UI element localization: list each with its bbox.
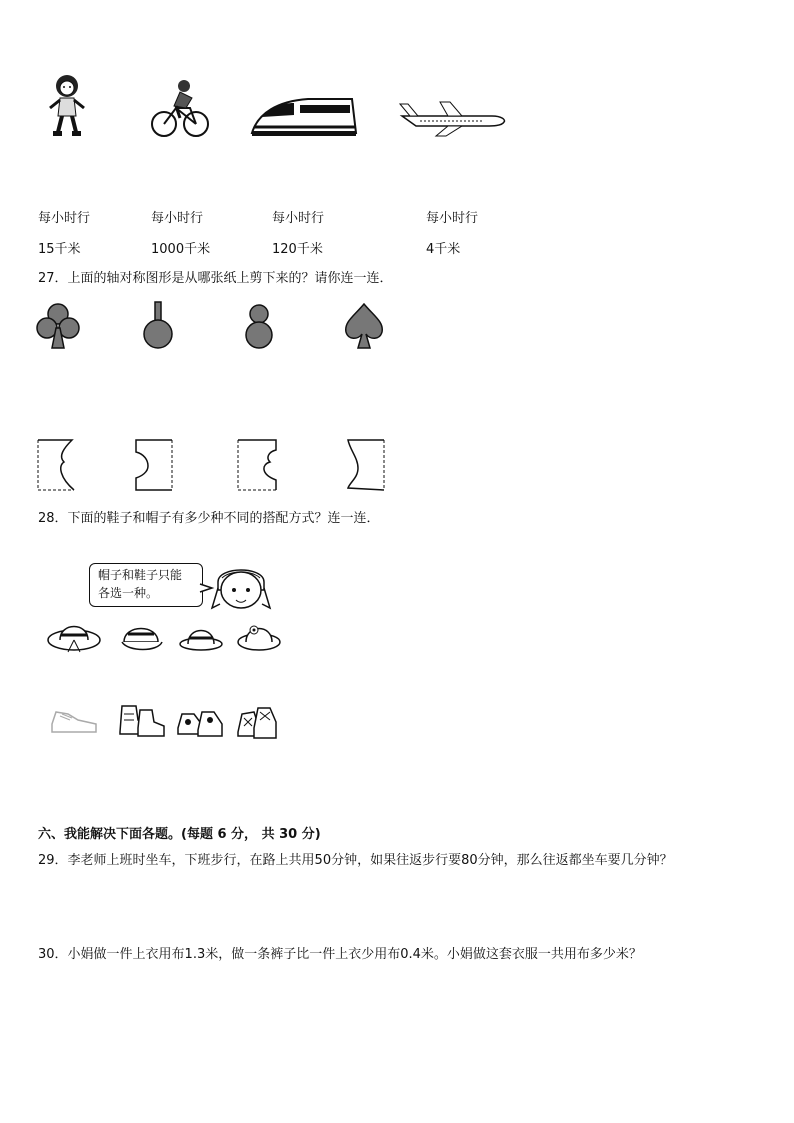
train-icon [248,95,360,139]
q29-text: 29．李老师上班时坐车，下班步行，在路上共用50分钟，如果往返步行要80分钟，那么往返都坐车要几分钟？ [38,853,673,868]
speed-label-3: 每小时行 [272,211,325,226]
laced-shoes-icon [236,704,280,740]
girl-face-icon [210,560,272,616]
half-calabash-paper-icon [236,438,280,492]
q27-prompt: 27．上面的轴对称图形是从哪张纸上剪下来的？请你连一连． [38,271,393,286]
fedora-icon [178,624,224,652]
speech-line-1: 帽子和鞋子只能 [98,568,183,582]
speed-value-2: 1000千米 [151,242,211,257]
spade-icon [342,302,386,350]
speed-label-1: 每小时行 [38,211,91,226]
speed-label-4: 每小时行 [426,211,479,226]
speech-line-2: 各选一种。 [98,586,159,600]
sun-hat-icon [46,618,102,654]
speed-label-2: 每小时行 [151,211,204,226]
speech-bubble [89,563,203,607]
cap-icon [118,622,164,654]
q28-prompt: 28．下面的鞋子和帽子有多少种不同的搭配方式？连一连． [38,511,380,526]
airplane-icon [396,100,508,138]
boots-icon [116,702,166,738]
club-icon [36,302,80,350]
half-club-paper-icon [36,438,80,492]
speed-value-3: 120千米 [272,242,323,257]
half-bottle-paper-icon [132,438,176,492]
flower-hat-icon [236,620,282,652]
cyclist-icon [150,78,210,140]
sneaker-icon [48,706,100,736]
section-6-heading: 六、我能解决下面各题。(每题 6 分， 共 30 分) [38,827,321,842]
speed-value-4: 4千米 [426,242,461,257]
girl-walking-icon [44,72,90,138]
q30-text: 30．小娟做一件上衣用布1.3米，做一条裤子比一件上衣少用布0.4米。小娟做这套衣服一共用布多少米？ [38,947,642,962]
bottle-gourd-icon [140,300,176,350]
half-spade-paper-icon [344,438,388,492]
calabash-icon [243,302,275,350]
speed-value-1: 15千米 [38,242,81,257]
sport-shoes-icon [176,706,226,738]
